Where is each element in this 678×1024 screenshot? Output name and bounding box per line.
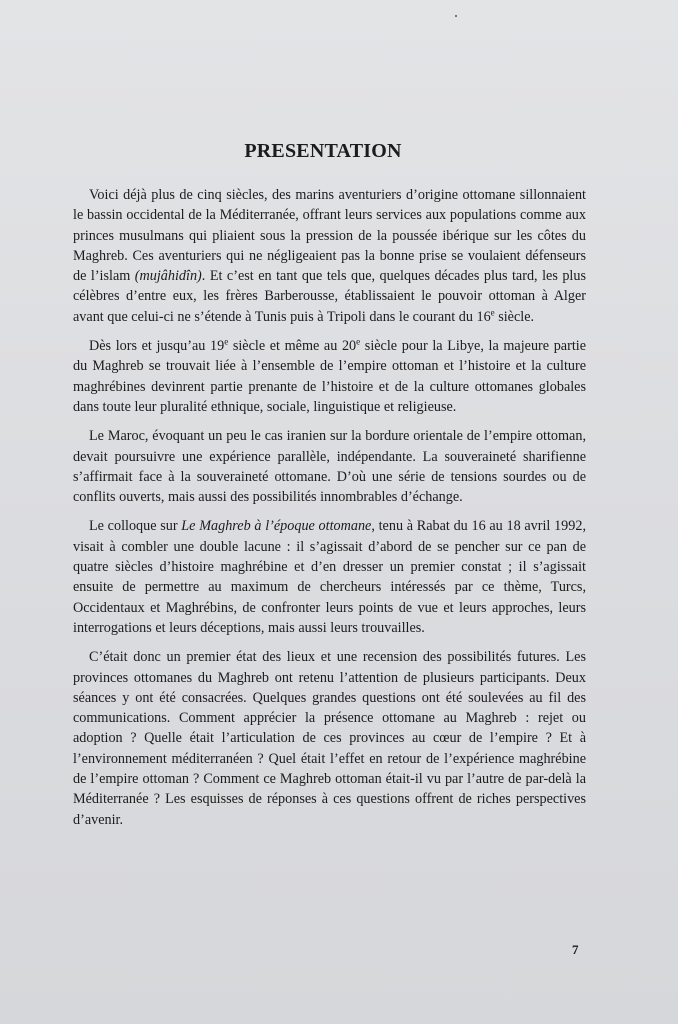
text-run: Dès lors et jusqu’au 19 xyxy=(89,338,225,355)
text-run: Le Maghreb à l’époque ottomane xyxy=(181,518,372,535)
text-run: (mujâhidîn) xyxy=(134,268,202,285)
text-run: Le Maroc, évoquant un peu le cas iranien sur la bordure orientale de l’empire ottoman, devait poursuivre une expérience parallèle, indépendante. La souveraineté sharifienne s’affirmait face à la souveraineté ottomane. D’où une série de tensions sourdes ou de conflits ouverts, mais aussi des possibilités innombrables d’échange. xyxy=(73,428,586,506)
text-run: C’était donc un premier état des lieux et une recension des possibilités futures. Les provinces ottomanes du Maghreb ont retenu l’attention de plusieurs participants. Deux séances y ont été consacrées. Quelques grandes questions ont été soulevées au fil des communications. Comment apprécier la présence ottomane au Maghreb : rejet ou adoption ? Quelle était l’articulation de ces provinces au cœur de l’empire ? Et à l’environnement méditerranéen ? Quel était l’effet en retour de l’expérience maghrébine de l’empire ottoman ? Comment ce Maghreb ottoman était-il vu par l’autre de par-delà la Méditerranée ? Les esquisses de réponses à ces questions offrent de riches perspectives d’avenir. xyxy=(73,649,586,828)
text-run: siècle. xyxy=(494,308,535,325)
text-run: Voici déjà plus de cinq siècles, des marins aventuriers d’origine ottomane sillonnaient le bassin occidental de la Méditerranée, offrant leurs services aux populations comme aux princes musulmans qui pliaient sous la pression de la poussée ibérique sur les côtes du Maghreb. Ces aventuriers qui ne négligeaient pas la bonne prise se voulaient défenseurs de l’islam xyxy=(73,187,586,285)
page-title: PRESENTATION xyxy=(244,140,402,162)
text-run: e xyxy=(224,336,229,347)
text-run: e xyxy=(356,336,361,347)
paper-speck xyxy=(455,15,457,17)
text-run: , tenu à Rabat du 16 au 18 avril 1992, visait à combler une double lacune : il s’agissait d’abord de se pencher sur ce pan de quatre siècles d’histoire maghrébine et d’en dresser un premier constat ; il s’agissait ensuite de permettre au maximum de chercheurs intéressés par ce thème, Turcs, Occidentaux et Maghrébins, de confronter leurs points de vue et leurs approches, leurs interrogations et leurs déceptions, mais aussi leurs trouvailles. xyxy=(73,518,587,636)
paragraph-1 xyxy=(73,185,586,327)
body-text xyxy=(73,185,586,839)
paragraph-3 xyxy=(73,426,586,507)
paragraph-2 xyxy=(73,336,586,417)
page-number: 7 xyxy=(572,942,579,957)
text-run: Le colloque sur xyxy=(89,518,182,535)
text-run: siècle pour la Libye, la majeure partie du Maghreb se trouvait liée à l’ensemble de l’empire ottoman et l’histoire et la culture maghrébines devinrent partie prenante de l’histoire et de la culture ottomanes globales dans toute leur pluralité ethnique, sociale, linguistique et religieuse. xyxy=(73,338,587,415)
text-run: . Et c’est en tant que tels que, quelques décades plus tard, les plus célèbres d’entre eux, les frères Barberousse, établissaient le pouvoir ottoman à Alger avant que celui-ci ne s’étende à Tunis puis à Tripoli dans le courant du 16 xyxy=(73,268,586,325)
text-run: siècle et même au 20 xyxy=(228,338,357,355)
paragraph-4 xyxy=(73,516,586,638)
paragraph-5 xyxy=(73,647,586,830)
text-run: e xyxy=(490,307,495,318)
